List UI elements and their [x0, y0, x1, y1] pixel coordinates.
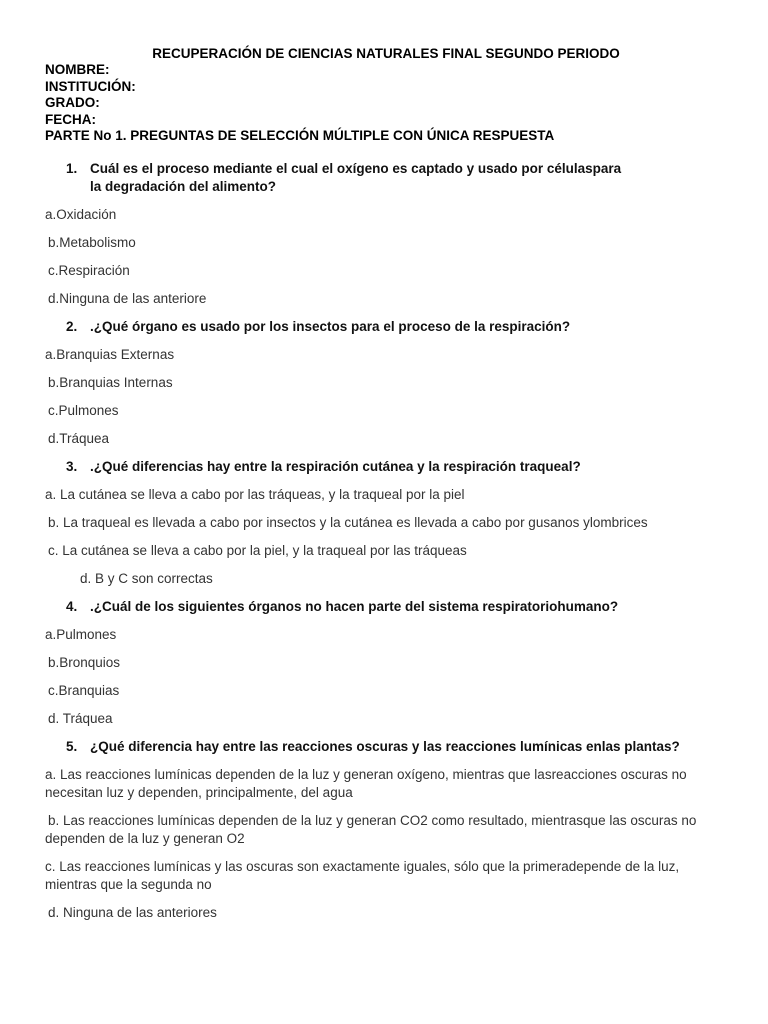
- question-number: 1.: [66, 161, 78, 176]
- option-2a: a.Branquias Externas: [45, 347, 175, 362]
- question-text: ¿Qué diferencia hay entre las reacciones oscuras y las reacciones lumínicas enlas plantas?: [90, 739, 680, 754]
- option-5b: b. Las reacciones lumínicas dependen de la luz y generan CO2 como resultado, mientrasque las oscuras no dependen de la luz y generan O2: [45, 813, 697, 846]
- option-2d: d.Tráquea: [48, 431, 110, 446]
- option-4c: c.Branquias: [48, 683, 120, 698]
- student-info-block: [45, 62, 554, 145]
- option-1c: c.Respiración: [48, 263, 130, 278]
- option-5d: d. Ninguna de las anteriores: [48, 905, 217, 920]
- question-number: 2.: [66, 319, 78, 334]
- question-1: [66, 160, 621, 196]
- option-5a: a. Las reacciones lumínicas dependen de la luz y generan oxígeno, mientras que lasreacciones oscuras no necesitan luz y dependen, principalmente, del agua: [45, 767, 687, 800]
- institucion-label: INSTITUCIÓN:: [45, 78, 136, 94]
- option-2c: c.Pulmones: [48, 403, 119, 418]
- nombre-label: NOMBRE:: [45, 62, 110, 77]
- question-number: 4.: [66, 599, 78, 614]
- question-text: .¿Qué diferencias hay entre la respiración cutánea y la respiración traqueal?: [90, 459, 581, 474]
- question-text-continued: la degradación del alimento?: [90, 179, 277, 194]
- question-4: [66, 598, 618, 616]
- section-heading: PARTE No 1. PREGUNTAS DE SELECCIÓN MÚLTIPLE CON ÚNICA RESPUESTA: [45, 128, 555, 143]
- option-1a: a.Oxidación: [45, 207, 117, 222]
- option-3b: b. La traqueal es llevada a cabo por insectos y la cutánea es llevada a cabo por gusanos ylombrices: [48, 515, 648, 530]
- question-2: [66, 318, 570, 336]
- option-3a: a. La cutánea se lleva a cabo por las tráqueas, y la traqueal por la piel: [45, 487, 465, 502]
- option-3c: c. La cutánea se lleva a cabo por la piel, y la traqueal por las tráqueas: [48, 543, 467, 558]
- question-text: .¿Qué órgano es usado por los insectos para el proceso de la respiración?: [90, 319, 571, 334]
- option-4b: b.Bronquios: [48, 655, 121, 670]
- fecha-label: FECHA:: [45, 111, 96, 127]
- option-5c: c. Las reacciones lumínicas y las oscuras son exactamente iguales, sólo que la primeradepende de la luz, mientras que la segunda no: [45, 859, 680, 892]
- grado-label: GRADO:: [45, 95, 100, 110]
- question-number: 5.: [66, 739, 78, 754]
- option-1b: b.Metabolismo: [48, 235, 136, 250]
- option-2b: b.Branquias Internas: [48, 375, 173, 390]
- option-4d: d. Tráquea: [48, 711, 113, 726]
- page-title: RECUPERACIÓN DE CIENCIAS NATURALES FINAL SEGUNDO PERIODO: [152, 46, 620, 61]
- question-3: [66, 458, 581, 476]
- question-text: Cuál es el proceso mediante el cual el oxígeno es captado y usado por célulaspara: [90, 161, 622, 176]
- option-3d: d. B y C son correctas: [80, 571, 213, 586]
- option-1d: d.Ninguna de las anteriore: [48, 291, 207, 306]
- question-5: [66, 738, 680, 756]
- question-text: .¿Cuál de los siguientes órganos no hacen parte del sistema respiratoriohumano?: [90, 599, 619, 614]
- option-4a: a.Pulmones: [45, 627, 117, 642]
- question-number: 3.: [66, 459, 78, 474]
